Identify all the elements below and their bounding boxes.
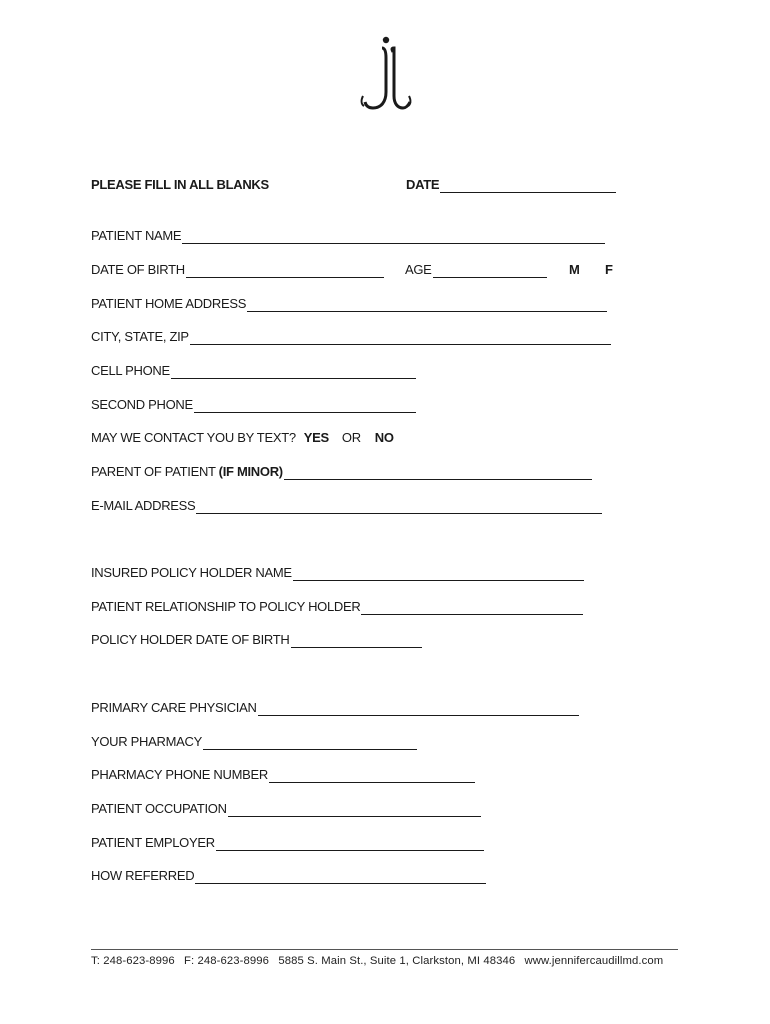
how-referred-row bbox=[91, 868, 486, 884]
age-field[interactable] bbox=[433, 265, 547, 278]
date-row bbox=[406, 177, 616, 193]
sex-m-option[interactable]: M bbox=[569, 262, 580, 277]
city-state-zip-field[interactable] bbox=[190, 332, 611, 345]
pharmacy-phone-row bbox=[91, 767, 475, 783]
home-address-row bbox=[91, 296, 607, 312]
footer-address: 5885 S. Main St., Suite 1, Clarkston, MI 48346 bbox=[278, 955, 516, 967]
parent-label: PARENT OF PATIENT bbox=[91, 464, 216, 479]
parent-field[interactable] bbox=[284, 467, 592, 480]
insured-holder-label: INSURED POLICY HOLDER NAME bbox=[91, 565, 292, 580]
text-or-label: OR bbox=[341, 430, 361, 445]
patient-name-label: PATIENT NAME bbox=[91, 228, 182, 243]
holder-dob-field[interactable] bbox=[291, 635, 422, 648]
email-row bbox=[91, 498, 602, 514]
employer-label: PATIENT EMPLOYER bbox=[91, 835, 215, 850]
occupation-label: PATIENT OCCUPATION bbox=[91, 801, 227, 816]
dob-label: DATE OF BIRTH bbox=[91, 262, 185, 277]
how-referred-field[interactable] bbox=[195, 871, 486, 884]
pharmacy-field[interactable] bbox=[203, 737, 417, 750]
footer-contact bbox=[91, 955, 669, 967]
age-label: AGE bbox=[405, 262, 432, 277]
city-state-zip-label: CITY, STATE, ZIP bbox=[91, 329, 189, 344]
second-phone-row bbox=[91, 397, 416, 413]
relationship-field[interactable] bbox=[361, 602, 583, 615]
occupation-field[interactable] bbox=[228, 804, 481, 817]
insured-holder-field[interactable] bbox=[293, 568, 584, 581]
employer-field[interactable] bbox=[216, 838, 484, 851]
age-row bbox=[405, 262, 547, 278]
patient-name-field[interactable] bbox=[182, 231, 605, 244]
holder-dob-row bbox=[91, 632, 422, 648]
text-contact-row bbox=[91, 430, 394, 446]
patient-name-row bbox=[91, 228, 605, 244]
footer-divider bbox=[91, 949, 678, 950]
text-contact-question: MAY WE CONTACT YOU BY TEXT? bbox=[91, 430, 296, 445]
holder-dob-label: POLICY HOLDER DATE OF BIRTH bbox=[91, 632, 290, 647]
text-yes-option[interactable]: YES bbox=[303, 430, 329, 445]
primary-care-row bbox=[91, 700, 579, 716]
pharmacy-phone-field[interactable] bbox=[269, 770, 475, 783]
primary-care-field[interactable] bbox=[258, 703, 579, 716]
footer-website[interactable]: www.jennifercaudillmd.com bbox=[524, 955, 664, 967]
relationship-label: PATIENT RELATIONSHIP TO POLICY HOLDER bbox=[91, 599, 361, 614]
logo bbox=[355, 34, 415, 114]
cell-phone-label: CELL PHONE bbox=[91, 363, 170, 378]
how-referred-label: HOW REFERRED bbox=[91, 868, 195, 883]
form-instruction: PLEASE FILL IN ALL BLANKS bbox=[91, 177, 269, 192]
pharmacy-phone-label: PHARMACY PHONE NUMBER bbox=[91, 767, 268, 782]
pharmacy-row bbox=[91, 734, 417, 750]
sex-f-option[interactable]: F bbox=[605, 262, 613, 277]
footer-fax: F: 248-623-8996 bbox=[184, 955, 270, 967]
occupation-row bbox=[91, 801, 481, 817]
dob-field[interactable] bbox=[186, 265, 384, 278]
text-no-option[interactable]: NO bbox=[374, 430, 394, 445]
relationship-row bbox=[91, 599, 583, 615]
date-label: DATE bbox=[406, 177, 440, 192]
footer-telephone: T: 248-623-8996 bbox=[91, 955, 175, 967]
pharmacy-label: YOUR PHARMACY bbox=[91, 734, 202, 749]
employer-row bbox=[91, 835, 484, 851]
cell-phone-field[interactable] bbox=[171, 366, 416, 379]
parent-minor-note: (IF MINOR) bbox=[218, 464, 283, 479]
email-label: E-MAIL ADDRESS bbox=[91, 498, 196, 513]
home-address-field[interactable] bbox=[247, 299, 607, 312]
date-field[interactable] bbox=[440, 180, 616, 193]
city-state-zip-row bbox=[91, 329, 611, 345]
second-phone-field[interactable] bbox=[194, 400, 416, 413]
dob-row bbox=[91, 262, 384, 278]
cell-phone-row bbox=[91, 363, 416, 379]
email-field[interactable] bbox=[196, 501, 602, 514]
second-phone-label: SECOND PHONE bbox=[91, 397, 193, 412]
primary-care-label: PRIMARY CARE PHYSICIAN bbox=[91, 700, 257, 715]
insured-holder-row bbox=[91, 565, 584, 581]
home-address-label: PATIENT HOME ADDRESS bbox=[91, 296, 247, 311]
parent-row bbox=[91, 464, 592, 480]
